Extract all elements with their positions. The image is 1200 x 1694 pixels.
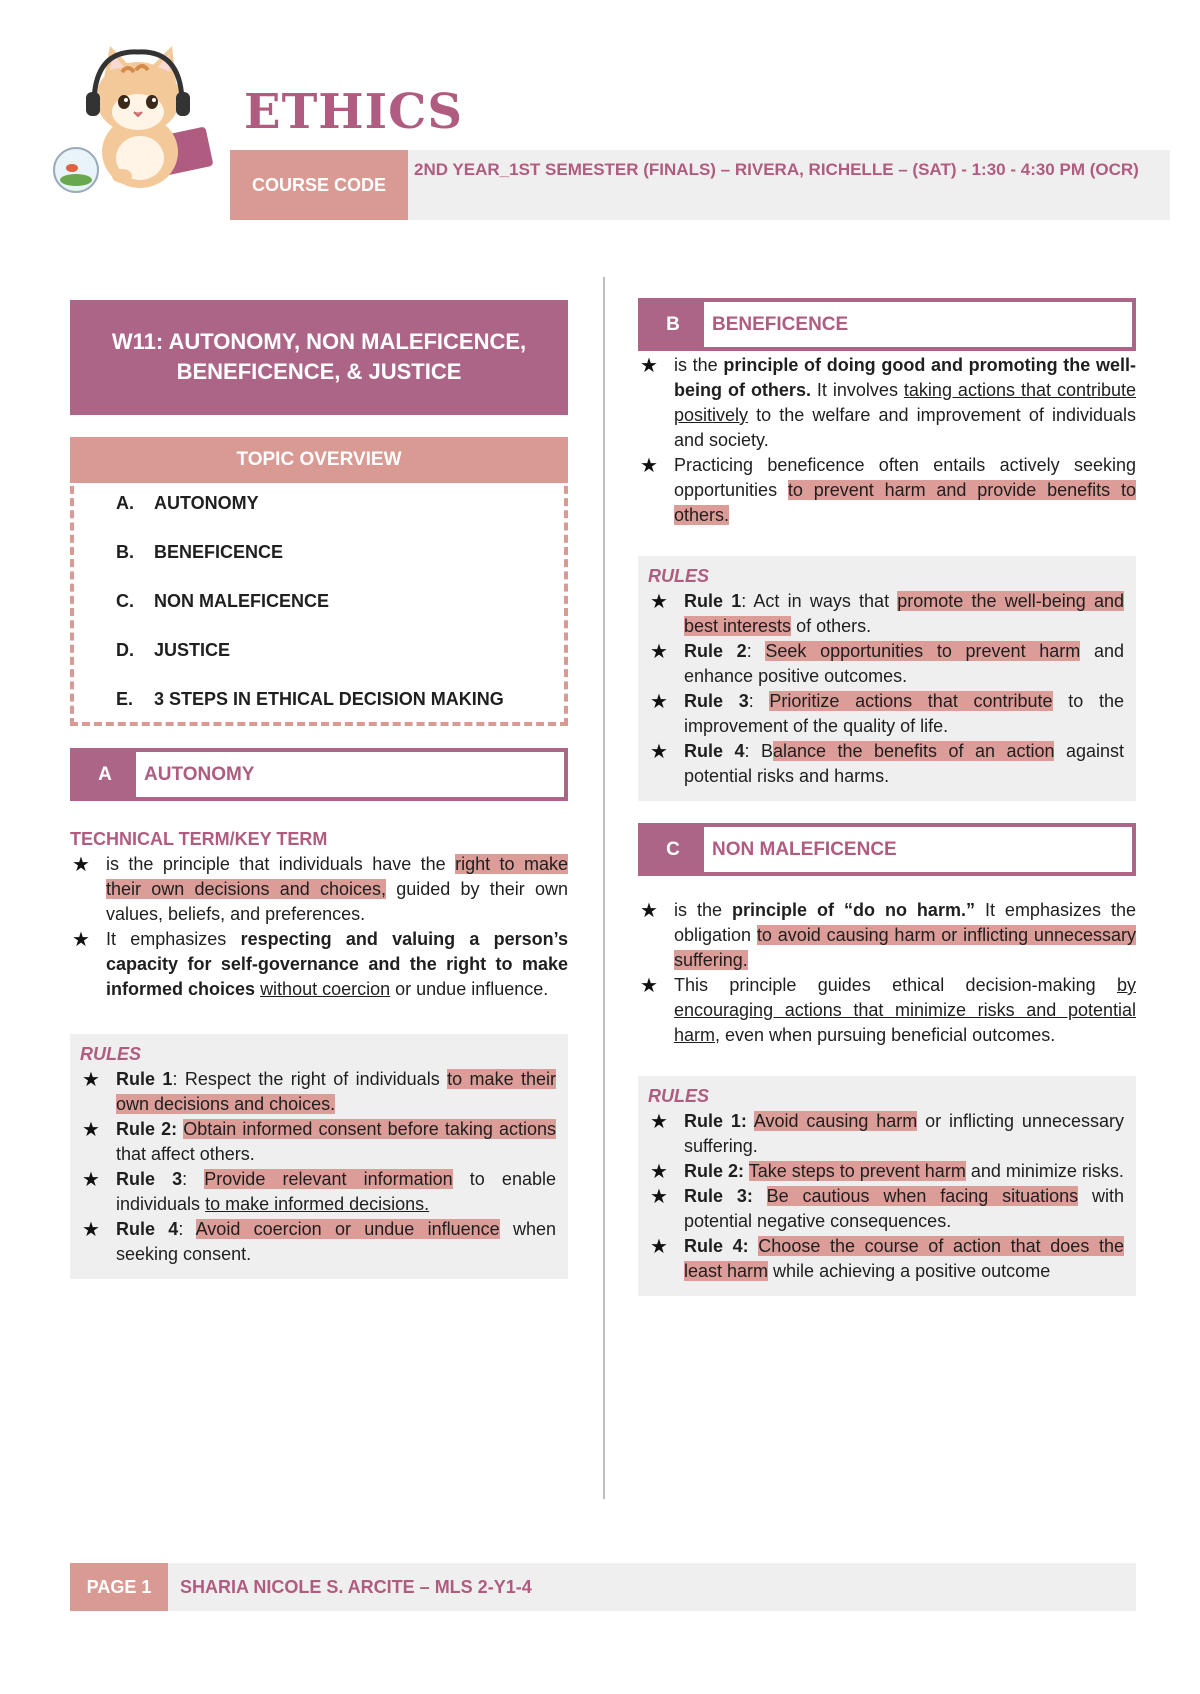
list-item: ★ is the principle of “do no harm.” It emphasizes the obligation to avoid causing harm or inflicting unnecessary suffering. [638, 898, 1136, 973]
overview-item: D. JUSTICE [116, 640, 231, 660]
overview-item: A. AUTONOMY [116, 493, 259, 513]
page-number: PAGE 1 [70, 1563, 168, 1611]
rule-item: ★ Rule 4: Balance the benefits of an action against potential risks and harms. [648, 739, 1124, 789]
rule-item: ★ Rule 3: Be cautious when facing situations with potential negative consequences. [648, 1184, 1124, 1234]
author-line: SHARIA NICOLE S. ARCITE – MLS 2-Y1-4 [168, 1563, 1136, 1611]
section-letter: B [642, 302, 704, 347]
section-letter: C [642, 827, 704, 872]
course-code-value: 2ND YEAR_1ST SEMESTER (FINALS) – RIVERA, RICHELLE – (SAT) - 1:30 - 4:30 PM (OCR) [408, 150, 1170, 220]
list-item: ★ is the principle of doing good and promoting the well-being of others. It involves taking actions that contribute positively to the welfare and improvement of individuals and society. [638, 353, 1136, 453]
rule-item: ★ Rule 2: Obtain informed consent before taking actions that affect others. [80, 1117, 556, 1167]
overview-item: B. BENEFICENCE [116, 542, 284, 562]
list-item: ★ Practicing beneficence often entails actively seeking opportunities to prevent harm and provide benefits to others. [638, 453, 1136, 528]
section-name: BENEFICENCE [704, 302, 1132, 347]
course-code-label: COURSE CODE [230, 150, 408, 220]
document-title: ETHICS [244, 84, 463, 140]
list-item: ★ It emphasizes respecting and valuing a person’s capacity for self-governance and the right to make informed choices without coercion or undue influence. [70, 927, 568, 1002]
rules-heading: RULES [648, 566, 710, 586]
section-header-autonomy [70, 748, 568, 801]
rule-item: ★ Rule 4: Choose the course of action that does the least harm while achieving a positive outcome [648, 1234, 1124, 1284]
non-maleficence-rules-box [638, 1076, 1136, 1296]
right-column [638, 298, 1136, 1296]
list-item: ★ is the principle that individuals have the right to make their own decisions and choices, guided by their own values, beliefs, and preferences. [70, 852, 568, 927]
section-header-beneficence [638, 298, 1136, 351]
list-item: ★ This principle guides ethical decision-making by encouraging actions that minimize risks and potential harm, even when pursuing beneficial outcomes. [638, 973, 1136, 1048]
section-letter: A [74, 752, 136, 797]
overview-item: E. 3 STEPS IN ETHICAL DECISION MAKING [116, 689, 504, 709]
section-name: NON MALEFICENCE [704, 827, 1132, 872]
week-title: W11: AUTONOMY, NON MALEFICENCE, BENEFICENCE, & JUSTICE [70, 300, 568, 415]
section-name: AUTONOMY [136, 752, 564, 797]
rule-item: ★ Rule 2: Seek opportunities to prevent harm and enhance positive outcomes. [648, 639, 1124, 689]
rule-item: ★ Rule 2: Take steps to prevent harm and minimize risks. [648, 1159, 1124, 1184]
rule-item: ★ Rule 1: Act in ways that promote the well-being and best interests of others. [648, 589, 1124, 639]
cat-mascot-logo [52, 40, 222, 205]
rule-item: ★ Rule 1: Avoid causing harm or inflicting unnecessary suffering. [648, 1109, 1124, 1159]
beneficence-rules-box [638, 556, 1136, 801]
topic-overview [70, 437, 568, 726]
rules-heading: RULES [648, 1086, 710, 1106]
rule-item: ★ Rule 1: Respect the right of individuals to make their own decisions and choices. [80, 1067, 556, 1117]
autonomy-rules-box [70, 1034, 568, 1279]
beneficence-definition-list [638, 353, 1136, 528]
autonomy-definition-list [70, 852, 568, 1002]
column-divider [603, 277, 605, 1499]
technical-term-heading: TECHNICAL TERM/KEY TERM [70, 829, 328, 849]
left-column [70, 300, 568, 1279]
non-maleficence-definition-list [638, 898, 1136, 1048]
rule-item: ★ Rule 4: Avoid coercion or undue influence when seeking consent. [80, 1217, 556, 1267]
rules-heading: RULES [80, 1044, 142, 1064]
section-header-non-maleficence [638, 823, 1136, 876]
topic-overview-heading: TOPIC OVERVIEW [70, 437, 568, 483]
overview-item: C. NON MALEFICENCE [116, 591, 329, 611]
rule-item: ★ Rule 3: Provide relevant information to enable individuals to make informed decisions. [80, 1167, 556, 1217]
rule-item: ★ Rule 3: Prioritize actions that contribute to the improvement of the quality of life. [648, 689, 1124, 739]
